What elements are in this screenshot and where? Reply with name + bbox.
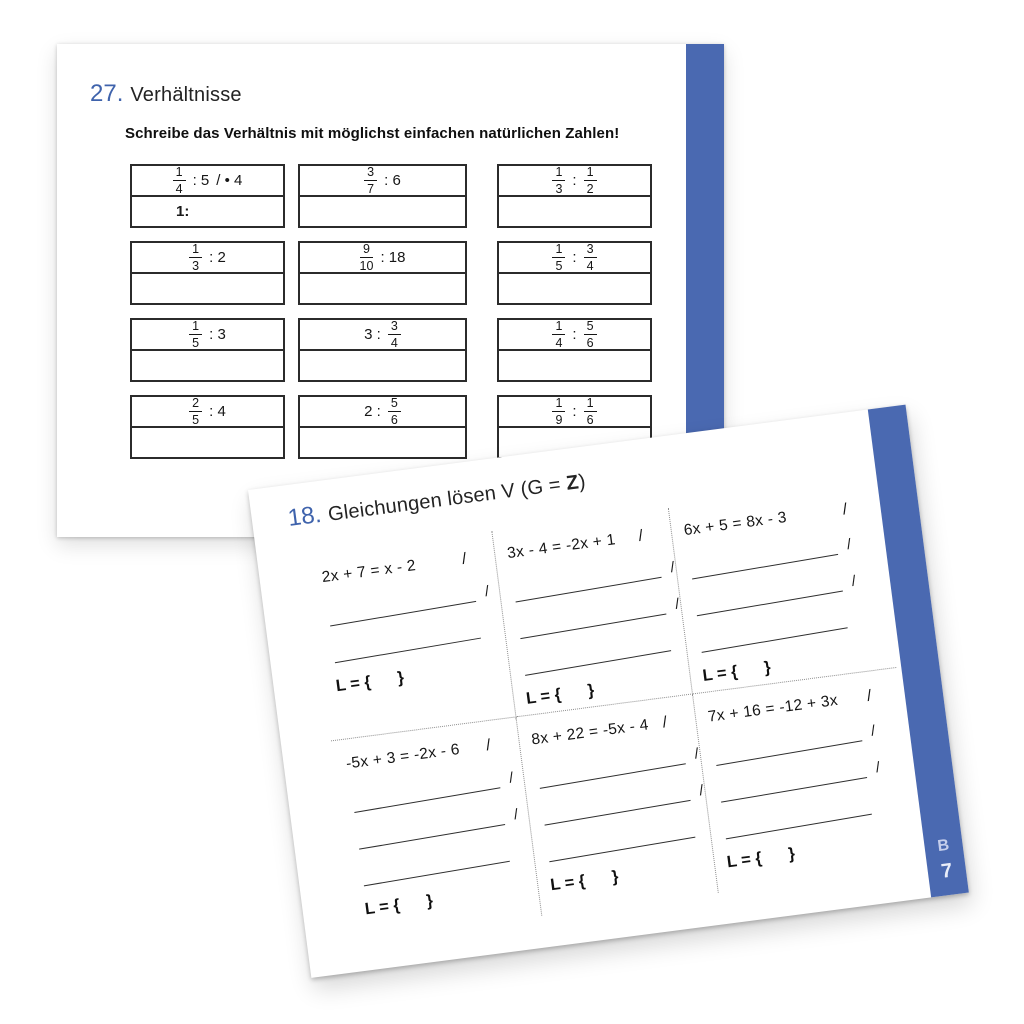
ratio-expression — [300, 166, 465, 195]
answer-rule — [702, 627, 848, 653]
solution-set-close: } — [610, 867, 620, 887]
solution-set-open: L = { — [363, 895, 401, 919]
fraction — [388, 320, 401, 350]
worksheet-page-equations — [248, 405, 969, 978]
operation-slash: / — [508, 769, 515, 787]
solution-answer-gap[interactable] — [738, 668, 765, 671]
fraction — [552, 320, 565, 350]
integer-set-symbol: Z — [564, 471, 581, 495]
equation-text: 3x - 4 = -2x + 1 — [506, 531, 617, 563]
fraction-numerator: 1 — [552, 397, 565, 413]
ratio-expression — [132, 243, 283, 272]
expression-text: : — [572, 403, 577, 420]
expression-text: : — [572, 326, 577, 343]
equation-cell — [517, 694, 719, 915]
fraction-numerator: 1 — [552, 320, 565, 336]
fraction — [584, 320, 597, 350]
operation-slash: / — [874, 758, 882, 777]
operation-slash: / — [674, 595, 681, 613]
fraction-denominator: 5 — [192, 336, 200, 350]
expression-text: : 3 — [209, 326, 226, 343]
operation-slash: / — [850, 572, 857, 590]
answer-cell[interactable] — [132, 349, 283, 380]
answer-text: 1: — [176, 203, 190, 220]
fraction — [189, 243, 202, 273]
ratio-box — [130, 164, 285, 228]
ratio-expression — [499, 243, 650, 272]
fraction-denominator: 3 — [192, 259, 200, 273]
solution-set-open: L = { — [334, 672, 372, 696]
ratio-box — [298, 395, 467, 459]
equation-cell — [669, 482, 897, 695]
fraction — [189, 397, 202, 427]
fraction-denominator: 2 — [586, 182, 594, 196]
operation-slash: / — [693, 745, 700, 763]
solution-set-close: } — [396, 668, 406, 688]
fraction-numerator: 5 — [584, 320, 597, 336]
fraction-numerator: 1 — [584, 166, 597, 182]
equation-text: 8x + 22 = -5x - 4 — [530, 716, 650, 749]
ratio-expression — [300, 320, 465, 349]
ratio-box — [497, 318, 652, 382]
ratio-box — [497, 164, 652, 228]
answer-cell[interactable] — [499, 195, 650, 226]
operation-slash: / — [637, 527, 645, 546]
fraction — [552, 166, 565, 196]
tab-number: 7 — [939, 859, 954, 883]
ratio-expression — [499, 397, 650, 426]
fraction-numerator: 3 — [364, 166, 377, 182]
expression-text: : — [572, 249, 577, 266]
equation-text: 7x + 16 = -12 + 3x — [706, 691, 839, 726]
fraction — [584, 166, 597, 196]
expression-text: 2 : — [364, 403, 381, 420]
operation-slash: / — [698, 781, 705, 800]
fraction — [360, 243, 374, 273]
fraction-denominator: 5 — [555, 259, 563, 273]
fraction-denominator: 3 — [555, 182, 563, 196]
fraction-denominator: 4 — [390, 336, 398, 350]
exercise-title-suffix: ) — [577, 470, 587, 494]
answer-cell[interactable] — [499, 349, 650, 380]
expression-text: : 5 — [192, 172, 210, 189]
equation-text: 6x + 5 = 8x - 3 — [682, 508, 788, 540]
equation-cells-grid — [307, 482, 922, 940]
exercise-title — [327, 471, 587, 527]
fraction — [388, 397, 401, 427]
solution-set-open: L = { — [525, 685, 563, 708]
solution-set-open: L = { — [549, 871, 587, 895]
answer-cell[interactable] — [499, 272, 650, 303]
fraction-denominator: 6 — [390, 413, 398, 427]
fraction — [552, 397, 565, 427]
page-heading — [90, 80, 242, 108]
fraction-numerator: 2 — [189, 397, 202, 413]
expression-text: 3 : — [364, 326, 381, 343]
solution-set-close: } — [787, 844, 796, 864]
ratio-box — [497, 241, 652, 305]
fraction — [584, 243, 597, 273]
ratio-box — [130, 395, 285, 459]
expression-text: : 6 — [384, 172, 401, 189]
fraction-numerator: 9 — [360, 243, 374, 259]
fraction-denominator: 6 — [586, 336, 594, 350]
ratio-box — [130, 318, 285, 382]
operation-slash: / — [485, 736, 493, 755]
equation-cell — [693, 668, 922, 893]
answer-rule — [525, 650, 671, 676]
ratio-expression — [300, 397, 465, 426]
operation-slash: / — [661, 713, 669, 732]
exercise-number: 27. — [90, 80, 124, 107]
operation-slash: / — [483, 582, 491, 601]
expression-text: : 2 — [209, 249, 226, 266]
operation-slash: / — [845, 535, 853, 554]
ratio-expression — [499, 320, 650, 349]
equation-cell — [307, 531, 517, 742]
expression-text: : — [572, 172, 577, 189]
fraction-numerator: 1 — [189, 320, 202, 336]
chapter-tab — [924, 835, 968, 886]
fraction-numerator: 1 — [552, 243, 565, 259]
fraction — [584, 397, 597, 427]
answer-rule — [364, 861, 510, 887]
answer-cell[interactable] — [300, 349, 465, 380]
instruction-text: Schreibe das Verhältnis mit möglichst einfachen natürlichen Zahlen! — [125, 125, 620, 142]
ratio-box — [298, 318, 467, 382]
operation-slash: / — [460, 550, 468, 568]
equation-cell — [492, 508, 693, 717]
operation-slash: / — [512, 805, 520, 824]
answer-cell[interactable] — [132, 195, 283, 226]
fraction-denominator: 4 — [586, 259, 594, 273]
fraction — [552, 243, 565, 273]
ratio-expression — [499, 166, 650, 195]
exercise-title: Verhältnisse — [130, 84, 242, 106]
operation-slash: / — [841, 501, 849, 519]
fraction-denominator: 6 — [586, 413, 594, 427]
exercise-number: 18. — [286, 500, 323, 532]
fraction-denominator: 10 — [359, 259, 374, 273]
ratio-box — [298, 241, 467, 305]
equation-cell — [331, 717, 542, 939]
fraction-numerator: 1 — [189, 243, 202, 259]
fraction-denominator: 9 — [555, 413, 563, 427]
exercise-title-prefix: Gleichungen lösen V (G = — [326, 473, 568, 526]
fraction-numerator: 1 — [584, 397, 597, 413]
fraction-numerator: 3 — [388, 320, 401, 336]
fraction — [364, 166, 377, 196]
tab-letter: B — [936, 836, 951, 856]
fraction — [173, 166, 186, 196]
answer-cell[interactable] — [300, 195, 465, 226]
expression-text: / • 4 — [216, 172, 243, 189]
ratio-box — [298, 164, 467, 228]
solution-answer-gap[interactable] — [400, 902, 427, 905]
ratio-boxes-grid — [130, 164, 652, 472]
answer-cell[interactable] — [132, 426, 283, 457]
solution-answer-gap[interactable] — [762, 855, 789, 858]
fraction-numerator: 1 — [173, 166, 186, 182]
fraction-numerator: 1 — [552, 166, 565, 182]
ratio-box — [130, 241, 285, 305]
operation-slash: / — [669, 558, 676, 577]
ratio-expression — [132, 320, 283, 349]
answer-rule — [726, 814, 872, 840]
answer-cell[interactable] — [132, 272, 283, 303]
solution-set-close: } — [425, 891, 435, 911]
operation-slash: / — [865, 687, 873, 705]
fraction — [189, 320, 202, 350]
fraction-denominator: 4 — [555, 336, 563, 350]
equation-text: -5x + 3 = -2x - 6 — [345, 740, 461, 773]
ratio-expression — [132, 397, 283, 426]
fraction-numerator: 5 — [388, 397, 401, 413]
fraction-denominator: 5 — [192, 413, 200, 427]
equation-text: 2x + 7 = x - 2 — [320, 557, 417, 587]
solution-set-open: L = { — [725, 848, 763, 872]
expression-text: : 4 — [209, 403, 226, 420]
solution-set-open: L = { — [701, 662, 739, 685]
fraction-numerator: 3 — [584, 243, 597, 259]
ratio-expression — [132, 166, 283, 195]
answer-cell[interactable] — [300, 426, 465, 457]
solution-set-close: } — [586, 681, 596, 700]
solution-answer-gap[interactable] — [371, 679, 398, 682]
fraction-denominator: 7 — [367, 182, 375, 196]
fraction-denominator: 4 — [175, 182, 183, 196]
answer-rule — [335, 638, 481, 664]
solution-set-close: } — [763, 658, 772, 677]
answer-cell[interactable] — [300, 272, 465, 303]
operation-slash: / — [869, 722, 877, 740]
solution-answer-gap[interactable] — [561, 691, 588, 694]
ratio-expression — [300, 243, 465, 272]
solution-answer-gap[interactable] — [585, 878, 612, 881]
answer-rule — [549, 837, 695, 863]
expression-text: : 18 — [380, 249, 406, 266]
